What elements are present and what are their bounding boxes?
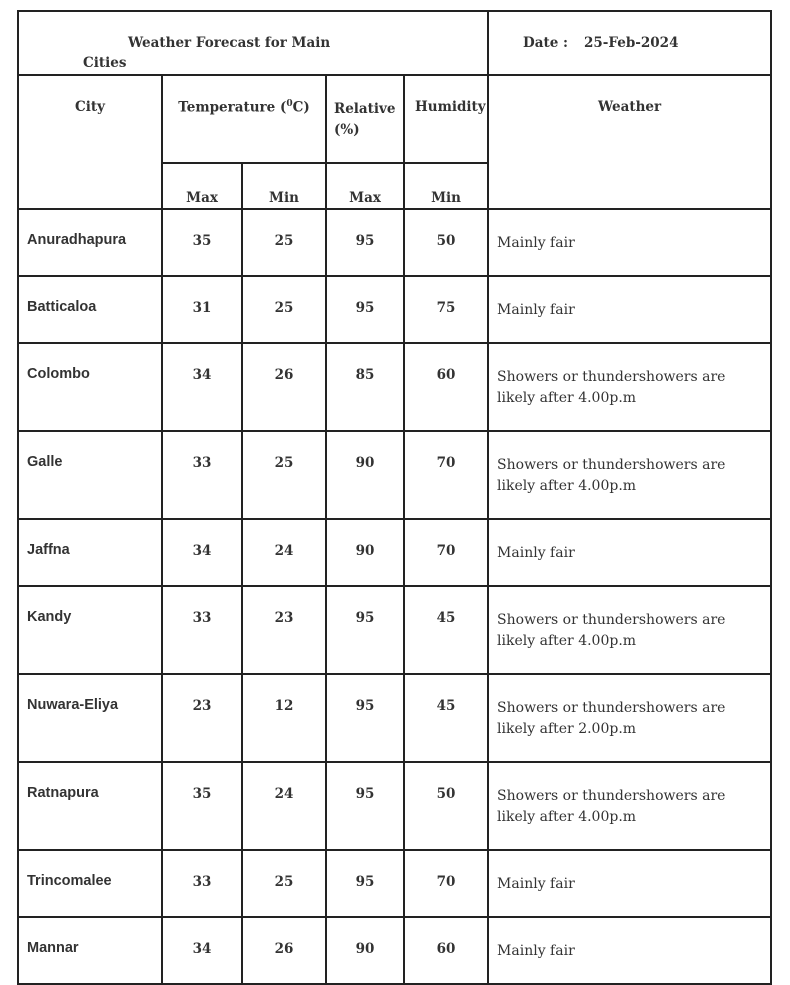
city-name: Colombo [18, 343, 162, 431]
humidity-min-value: 50 [404, 762, 488, 850]
temp-min-value: 25 [242, 209, 326, 276]
humidity-min-value: 75 [404, 276, 488, 343]
temp-max-value: 34 [162, 343, 242, 431]
header-row [18, 75, 771, 163]
header-city: City [18, 75, 162, 209]
subheader-temp-min: Min [242, 163, 326, 209]
temp-max-value: 31 [162, 276, 242, 343]
humidity-min-value: 45 [404, 674, 488, 762]
temp-max-value: 35 [162, 209, 242, 276]
weather-description: Showers or thundershowers are likely after 4.00p.m [488, 762, 771, 850]
city-name: Kandy [18, 586, 162, 674]
header-relative [326, 75, 404, 163]
humidity-min-value: 70 [404, 431, 488, 519]
temp-min-value: 12 [242, 674, 326, 762]
city-name: Galle [18, 431, 162, 519]
table-row [18, 674, 771, 762]
humidity-max-value: 95 [326, 762, 404, 850]
header-relative-unit: (%) [334, 122, 360, 138]
title-row [18, 11, 771, 75]
temp-min-value: 23 [242, 586, 326, 674]
temp-min-value: 26 [242, 917, 326, 984]
temp-min-value: 24 [242, 519, 326, 586]
weather-description: Mainly fair [488, 850, 771, 917]
city-name: Anuradhapura [18, 209, 162, 276]
subheader-temp-max: Max [162, 163, 242, 209]
humidity-max-value: 90 [326, 519, 404, 586]
header-temperature-sup: 0 [286, 99, 293, 109]
subheader-hum-min: Min [404, 163, 488, 209]
temp-max-value: 33 [162, 431, 242, 519]
forecast-table [17, 10, 772, 985]
temp-min-value: 25 [242, 850, 326, 917]
title-line-1: Weather Forecast for Main [128, 35, 331, 51]
header-weather: Weather [488, 75, 771, 209]
date-cell [488, 11, 771, 75]
humidity-min-value: 50 [404, 209, 488, 276]
table-row [18, 917, 771, 984]
temp-max-value: 23 [162, 674, 242, 762]
weather-description: Mainly fair [488, 276, 771, 343]
temp-max-value: 33 [162, 586, 242, 674]
table-row [18, 343, 771, 431]
humidity-min-value: 60 [404, 343, 488, 431]
header-temperature-label: Temperature ( [178, 99, 287, 116]
city-name: Jaffna [18, 519, 162, 586]
city-name: Trincomalee [18, 850, 162, 917]
date-label: Date : [523, 35, 569, 51]
weather-description: Mainly fair [488, 519, 771, 586]
humidity-max-value: 95 [326, 209, 404, 276]
weather-description: Showers or thundershowers are likely after 2.00p.m [488, 674, 771, 762]
humidity-max-value: 95 [326, 586, 404, 674]
temp-max-value: 34 [162, 519, 242, 586]
humidity-max-value: 95 [326, 674, 404, 762]
humidity-max-value: 90 [326, 431, 404, 519]
temp-min-value: 25 [242, 276, 326, 343]
temp-min-value: 25 [242, 431, 326, 519]
title-line-2: Cities [83, 55, 127, 71]
temp-min-value: 26 [242, 343, 326, 431]
humidity-max-value: 85 [326, 343, 404, 431]
humidity-min-value: 70 [404, 850, 488, 917]
humidity-max-value: 95 [326, 276, 404, 343]
header-temperature-unit: C) [292, 99, 310, 116]
header-temperature [162, 75, 326, 163]
table-row [18, 850, 771, 917]
subheader-hum-max: Max [326, 163, 404, 209]
weather-description: Showers or thundershowers are likely after 4.00p.m [488, 586, 771, 674]
city-name: Ratnapura [18, 762, 162, 850]
forecast-table-container [17, 10, 772, 985]
humidity-min-value: 60 [404, 917, 488, 984]
temp-max-value: 34 [162, 917, 242, 984]
weather-description: Showers or thundershowers are likely after 4.00p.m [488, 343, 771, 431]
temp-min-value: 24 [242, 762, 326, 850]
table-title [18, 11, 488, 75]
table-row [18, 762, 771, 850]
humidity-min-value: 45 [404, 586, 488, 674]
weather-description: Showers or thundershowers are likely after 4.00p.m [488, 431, 771, 519]
header-relative-label: Relative [334, 101, 396, 117]
temp-max-value: 35 [162, 762, 242, 850]
weather-description: Mainly fair [488, 917, 771, 984]
humidity-max-value: 95 [326, 850, 404, 917]
table-row [18, 431, 771, 519]
temp-max-value: 33 [162, 850, 242, 917]
table-row [18, 586, 771, 674]
humidity-min-value: 70 [404, 519, 488, 586]
city-name: Mannar [18, 917, 162, 984]
humidity-max-value: 90 [326, 917, 404, 984]
city-name: Batticaloa [18, 276, 162, 343]
weather-description: Mainly fair [488, 209, 771, 276]
table-row [18, 519, 771, 586]
header-humidity: Humidity [404, 75, 488, 163]
city-name: Nuwara-Eliya [18, 674, 162, 762]
table-row [18, 209, 771, 276]
date-value: 25-Feb-2024 [584, 35, 679, 51]
table-row [18, 276, 771, 343]
